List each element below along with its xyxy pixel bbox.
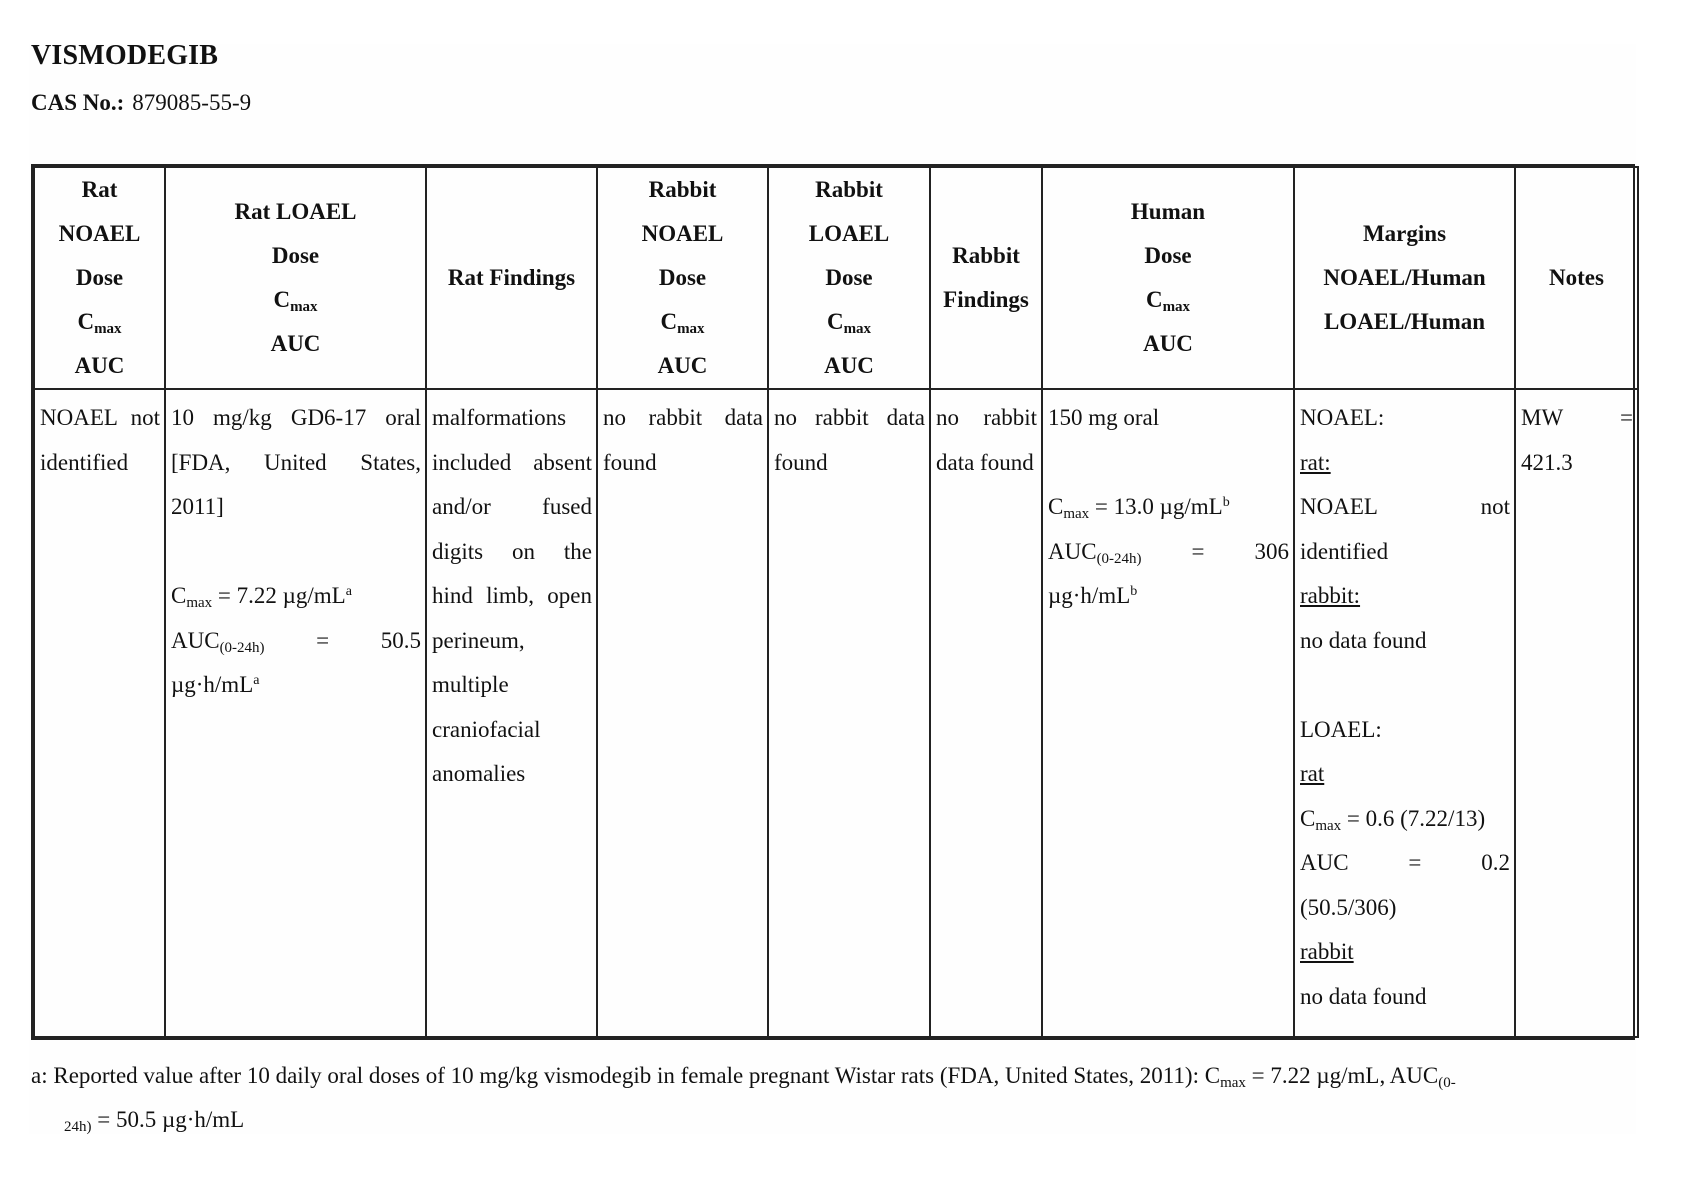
cell-rat-findings: malformations included absent and/or fused digits on the hind limb, open perineum, multiple craniofacial anomalies (426, 389, 597, 1037)
cas-number (31, 90, 251, 116)
cell-rabbit-findings: no rabbit data found (930, 389, 1042, 1037)
footnote-line-1: a: Reported value after 10 daily oral doses of 10 mg/kg vismodegib in female pregnant Wistar rats (FDA, United States, 2011): $C_{max} = 7.22$ µg/mL, $AUC_{(0-}$ (31, 1063, 1456, 1091)
cell-rat-loael: 10 mg/kg GD6-17 oral [FDA, United States, 2011] $C_{max} = 7.22$ $\mu g/mL^a$ $AUC_{(0-24h)}$ = 50.5 $\mu g\cdot h/mL^a$ (165, 389, 426, 1037)
header-rat-findings: Rat Findings (426, 167, 597, 389)
header-notes: Notes (1515, 167, 1638, 389)
cell-rat-noael: NOAEL not identified (34, 389, 165, 1037)
data-table-frame (31, 164, 1635, 1040)
table-row (34, 389, 1638, 1037)
header-human: Human Dose $C_{max}$ AUC (1042, 167, 1294, 389)
cell-rabbit-noael: no rabbit data found (597, 389, 768, 1037)
cell-rabbit-loael: no rabbit data found (768, 389, 930, 1037)
data-table (33, 166, 1639, 1038)
cas-label: CAS No.: (31, 90, 125, 115)
header-margins: Margins NOAEL/Human LOAEL/Human (1294, 167, 1515, 389)
header-rat-noael: Rat NOAEL Dose $C_{max}$ AUC (34, 167, 165, 389)
footnote-line-2: $_{24h)}$ = 50.5 µg·h/mL (64, 1107, 245, 1135)
cell-margins: NOAEL: rat: NOAEL not identified rabbit: no data found LOAEL: rat $C_{max} = 0.6$ (7.22/13) AUC = 0.2 (50.5/306) rabbit no data found (1294, 389, 1515, 1037)
cell-human: 150 mg oral $C_{max} = 13.0$ $\mu g/mL^b$ $AUC_{(0-24h)}$ = 306 $\mu g\cdot h/mL^b$ (1042, 389, 1294, 1037)
header-row (34, 167, 1638, 389)
footnote (31, 1054, 1641, 1142)
cell-notes: MW = 421.3 (1515, 389, 1638, 1037)
header-rabbit-loael: Rabbit LOAEL Dose $C_{max}$ AUC (768, 167, 930, 389)
header-rabbit-noael: Rabbit NOAEL Dose $C_{max}$ AUC (597, 167, 768, 389)
cas-value: 879085-55-9 (132, 90, 252, 115)
header-rat-loael: Rat LOAEL Dose $C_{max}$ AUC (165, 167, 426, 389)
header-rabbit-findings: Rabbit Findings (930, 167, 1042, 389)
page-title: VISMODEGIB (31, 40, 219, 71)
